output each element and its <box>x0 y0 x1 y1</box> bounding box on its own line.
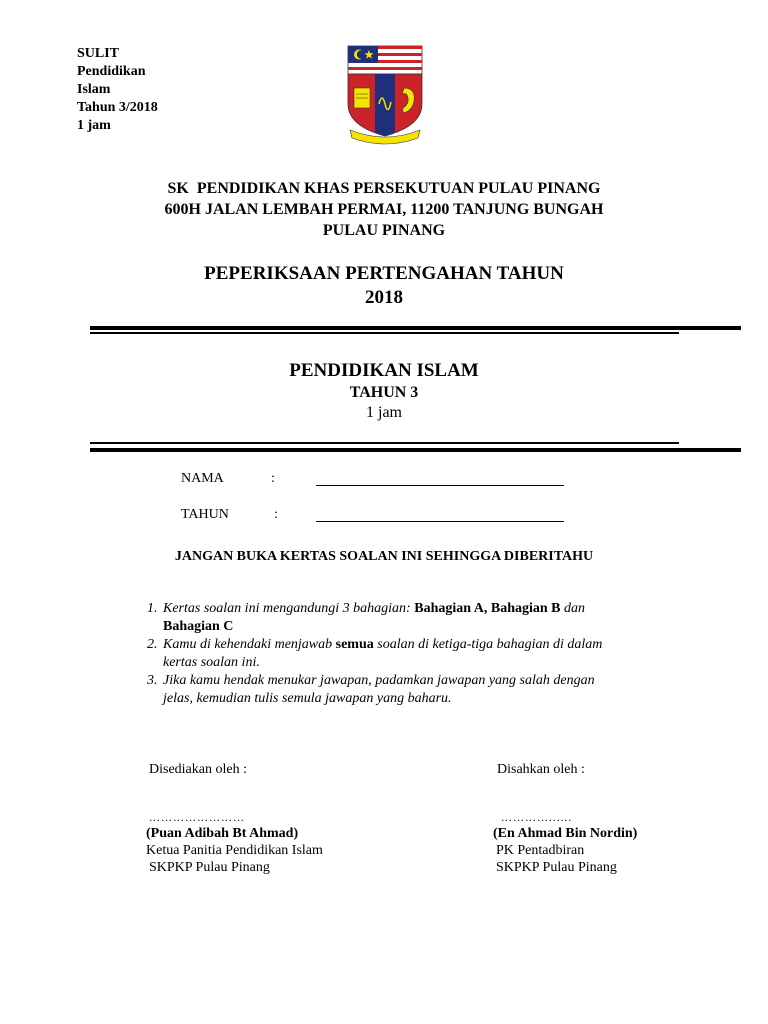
year-label: TAHUN <box>181 507 229 522</box>
paper-subject: PENDIDIKAN ISLAM <box>289 360 479 381</box>
divider-top-thin <box>90 332 679 334</box>
duration-meta: 1 jam <box>77 118 111 133</box>
signature-prepared-org: SKPKP Pulau Pinang <box>149 860 270 875</box>
instruction-text: Kamu di kehendaki menjawab <box>163 637 336 652</box>
instruction-text: kertas soalan ini. <box>163 655 260 670</box>
instruction-text: jelas, kemudian tulis semula jawapan yang baharu. <box>163 691 452 706</box>
instruction-number: 1. <box>147 601 158 616</box>
instruction-text: dan <box>560 601 586 616</box>
name-colon: : <box>271 471 275 486</box>
signature-approved-org: SKPKP Pulau Pinang <box>496 860 617 875</box>
subject-line-2: Islam <box>77 82 111 97</box>
exam-warning: JANGAN BUKA KERTAS SOALAN INI SEHINGGA DIBERITAHU <box>174 549 594 564</box>
signature-prepared-block <box>146 825 323 876</box>
year-code: Tahun 3/2018 <box>77 100 158 115</box>
school-info <box>0 178 768 241</box>
instruction-item <box>145 672 655 708</box>
instruction-number: 2. <box>147 637 158 652</box>
instruction-number: 3. <box>147 673 158 688</box>
exam-title <box>0 262 768 310</box>
instruction-text: soalan di ketiga-tiga bahagian di dalam <box>373 637 603 652</box>
instruction-text: Jika kamu hendak menukar jawapan, padamkan jawapan yang salah dengan <box>163 673 595 688</box>
document-meta <box>77 45 158 135</box>
instruction-item <box>145 636 655 672</box>
signature-approved-name: (En Ahmad Bin Nordin) <box>493 826 638 841</box>
instruction-bold: Bahagian A <box>414 601 484 616</box>
divider-top-thick <box>90 326 741 330</box>
classification-label: SULIT <box>77 46 120 61</box>
divider-bottom-thick <box>90 448 741 452</box>
instruction-item <box>145 600 655 636</box>
signature-prepared-name: (Puan Adibah Bt Ahmad) <box>146 826 299 841</box>
instructions-list <box>145 600 655 708</box>
name-label: NAMA <box>181 471 224 486</box>
signature-approved-dots: …………..…. <box>501 812 573 824</box>
school-address-2: PULAU PINANG <box>322 222 446 239</box>
signature-approved-label: Disahkan oleh : <box>497 762 585 777</box>
instruction-bold: Bahagian B <box>490 601 561 616</box>
year-field[interactable] <box>316 521 564 522</box>
paper-year: TAHUN 3 <box>349 384 419 401</box>
exam-title-line-1: PEPERIKSAAN PERTENGAHAN TAHUN <box>204 263 564 284</box>
exam-title-line-2: 2018 <box>365 287 403 308</box>
instruction-separator: , <box>483 601 491 616</box>
instruction-bold: Bahagian C <box>163 619 234 634</box>
signature-prepared-label: Disediakan oleh : <box>149 762 247 777</box>
subject-line-1: Pendidikan <box>77 64 146 79</box>
divider-bottom-thin <box>90 442 679 444</box>
signature-approved-role: PK Pentadbiran <box>496 843 585 858</box>
year-colon: : <box>274 507 278 522</box>
school-name: SK PENDIDIKAN KHAS PERSEKUTUAN PULAU PINANG <box>167 180 601 197</box>
signature-approved-block <box>493 825 637 876</box>
school-address-1: 600H JALAN LEMBAH PERMAI, 11200 TANJUNG BUNGAH <box>164 201 604 218</box>
name-field[interactable] <box>316 485 564 486</box>
signature-prepared-role: Ketua Panitia Pendidikan Islam <box>146 843 323 858</box>
instruction-text: Kertas soalan ini mengandungi 3 bahagian: <box>163 601 415 616</box>
school-crest-logo <box>346 44 424 148</box>
signature-prepared-dots: …………………… <box>149 812 245 824</box>
paper-duration: 1 jam <box>366 404 402 421</box>
instruction-bold: semua <box>335 637 374 652</box>
